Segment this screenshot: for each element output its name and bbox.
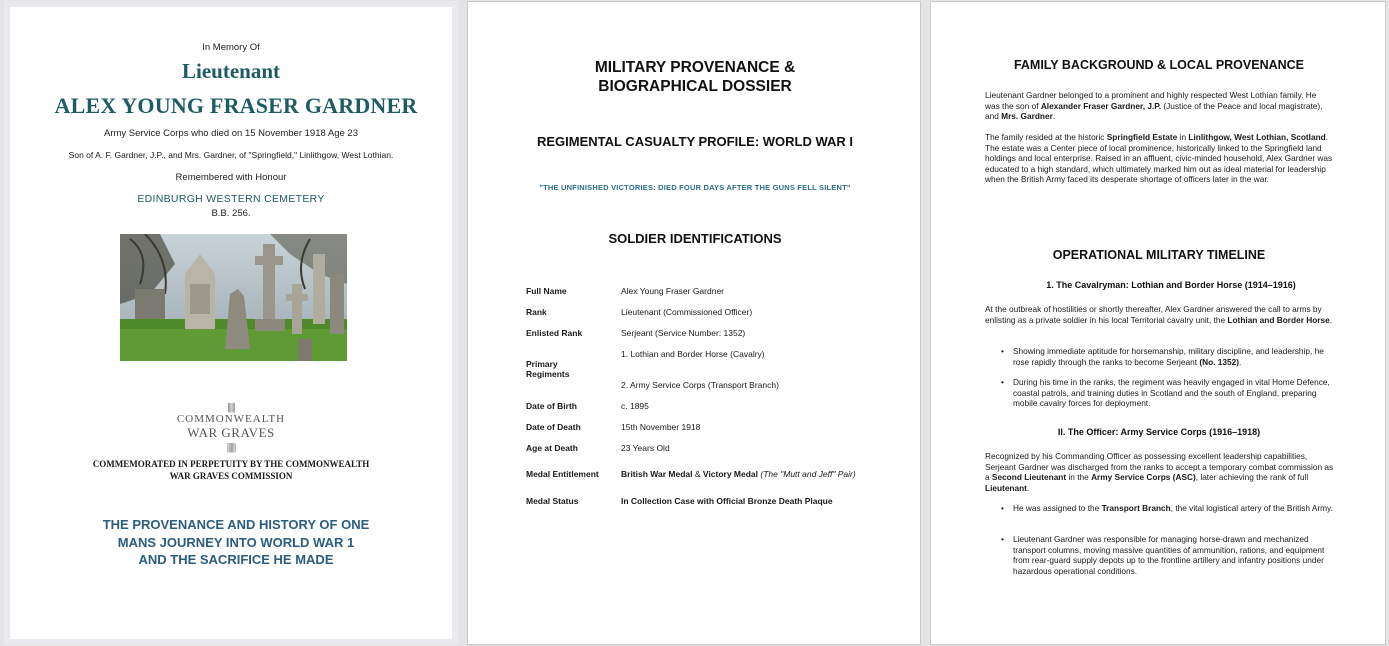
table-row (526, 280, 876, 301)
dossier-title-line-2: BIOGRAPHICAL DOSSIER (598, 78, 792, 95)
table-row (526, 343, 876, 395)
family-paragraph-1 (985, 90, 1333, 122)
soldier-rank: Lieutenant (181, 59, 280, 83)
text-run: . (1329, 314, 1333, 325)
memorial-page (4, 1, 458, 645)
logo-bars-top: |||||| (227, 401, 235, 413)
medal-amp: & (692, 469, 703, 479)
row-value (621, 343, 876, 395)
cavalry-unit: Lothian and Border Horse (1227, 314, 1330, 325)
table-row (526, 322, 876, 343)
text-run: Showing immediate aptitude for horsemanship, military discipline, and leadership, he rose rapidly through the ranks to become Serjeant (1013, 346, 1324, 367)
father-name: Alexander Fraser Gardner, J.P. (1040, 100, 1162, 111)
dossier-quote: "THE UNFINISHED VICTORIES: DIED FOUR DAYS AFTER THE GUNS FELL SILENT" (539, 183, 851, 192)
row-label: Date of Death (526, 421, 581, 432)
dossier-title (468, 58, 921, 96)
row-label: Medal Status (526, 495, 579, 506)
row-label-line-2: Regiments (526, 369, 570, 379)
parents-line: Son of A. F. Gardner, J.P., and Mrs. Gardner, of "Springfield," Linlithgow, West Lothian. (68, 150, 394, 160)
text-run: (Justice of the Peace and local magistrate), and (985, 100, 1323, 121)
row-value: c. 1895 (621, 400, 649, 411)
row-value: 23 Years Old (621, 442, 670, 453)
mother-name: Mrs. Gardner (1001, 111, 1053, 121)
text-run: . (1026, 482, 1030, 493)
row-label: Date of Birth (526, 400, 577, 411)
table-row (526, 301, 876, 322)
text-run: . The estate was a Center piece of local prominence, historically linked to the Springfield land holdings and local enterprise. Raised in an affluent, civic-minded household, Alex Gardner was educated to a high standard, which ultimately marked him out as ideal material for leadership when the British Army faced its desperate shortage of officers later in the war. (985, 132, 1333, 184)
text-run: in (1177, 132, 1189, 142)
text-run: , the vital logistical artery of the British Army. (1170, 503, 1333, 513)
medal-bwm: British War Medal (621, 469, 693, 479)
officer-bullet-1 (985, 503, 1335, 514)
table-row (526, 458, 876, 490)
estate-location: Linlithgow, West Lothian, Scotland (1188, 132, 1326, 142)
row-value: Lieutenant (Commissioned Officer) (621, 306, 753, 317)
text-run: in the (1066, 472, 1092, 482)
cavalry-paragraph (985, 304, 1335, 325)
commemoration-text (10, 458, 452, 482)
tagline-line-1: THE PROVENANCE AND HISTORY OF ONE (102, 517, 370, 532)
table-row (526, 437, 876, 458)
row-label-line-1: Primary (526, 359, 558, 369)
casualty-profile-heading: REGIMENTAL CASUALTY PROFILE: WORLD WAR I (536, 134, 854, 149)
medal-victory: Victory Medal (702, 469, 759, 479)
text-run: , later achieving the rank of full (1195, 472, 1309, 482)
text-run: Recognized by his Commanding Officer as possessing excellent leadership capabilities, Serjeant Gardner was discharged from the ranks to accept a temporary combat commission as a (985, 451, 1334, 482)
logo-word-war-graves: WAR GRAVES (187, 425, 275, 440)
family-paragraph-2 (985, 132, 1333, 185)
logo-word-commonwealth: COMMONWEALTH (176, 413, 286, 425)
cwgc-logo (10, 401, 452, 453)
table-row (526, 416, 876, 437)
commission-rank: Second Lieutenant (991, 472, 1067, 482)
text-run: . (1052, 111, 1056, 121)
text-run: Lieutenant Gardner belonged to a prominent and highly respected West Lothian family. He was the son of (985, 90, 1317, 111)
text-run: The family resided at the historic (985, 132, 1107, 142)
logo-bars-bottom: ||||||| (226, 441, 236, 453)
provenance-tagline (10, 516, 458, 569)
in-memory-text: In Memory Of (202, 42, 260, 53)
officer-paragraph (985, 451, 1335, 493)
text-run: He was assigned to the (1013, 503, 1102, 513)
officer-section-heading: II. The Officer: Army Service Corps (1916–1918) (1057, 427, 1261, 437)
row-label: Rank (526, 306, 547, 317)
corps-name: Army Service Corps (ASC) (1091, 472, 1196, 482)
final-rank: Lieutenant (985, 482, 1027, 493)
remembered-text: Remembered with Honour (175, 172, 287, 183)
row-value: Alex Young Fraser Gardner (621, 285, 725, 296)
family-heading: FAMILY BACKGROUND & LOCAL PROVENANCE (1013, 58, 1305, 72)
row-label: Medal Entitlement (526, 469, 599, 479)
regiment-2: 2. Army Service Corps (Transport Branch) (621, 379, 779, 390)
cavalry-section-heading: 1. The Cavalryman: Lothian and Border Horse (1914–1916) (1046, 280, 1296, 290)
unit-death-line: Army Service Corps who died on 15 November 1918 Age 23 (104, 128, 358, 139)
commemoration-line-1: COMMEMORATED IN PERPETUITY BY THE COMMONWEALTH (92, 459, 370, 469)
cavalry-bullet-1 (985, 346, 1335, 367)
background-timeline-page (930, 1, 1386, 645)
soldier-name: ALEX YOUNG FRASER GARDNER (54, 93, 418, 118)
row-label: Age at Death (526, 442, 578, 453)
timeline-heading: OPERATIONAL MILITARY TIMELINE (1052, 248, 1266, 262)
identifications-heading: SOLDIER IDENTIFICATIONS (608, 231, 782, 246)
cavalry-bullet-2: • During his time in the ranks, the regiment was heavily engaged in vital Home Defence, coastal patrols, and training duties in Scotland and the south of England, preparing mobile cavalry forces for deployment. (985, 377, 1335, 409)
officer-bullet-2: • Lieutenant Gardner was responsible for managing horse-drawn and mechanized transport columns, moving massive quantities of ammunition, rations, and equipment from rear-guard supply depots up to the frontline artillery and infantry positions under hazardous operational conditions. (985, 534, 1335, 576)
row-value: Serjeant (Service Number: 1352) (621, 327, 746, 338)
row-value (621, 458, 876, 490)
regiment-1: 1. Lothian and Border Horse (Cavalry) (621, 348, 765, 359)
row-label (526, 343, 621, 395)
branch-name: Transport Branch (1101, 503, 1171, 513)
tagline-line-3: AND THE SACRIFICE HE MADE (138, 552, 334, 567)
grave-plot: B.B. 256. (211, 208, 251, 219)
cemetery-name: EDINBURGH WESTERN CEMETERY (137, 193, 325, 205)
table-row (526, 490, 876, 511)
dossier-title-line-1: MILITARY PROVENANCE & (594, 59, 796, 76)
estate-name: Springfield Estate (1106, 132, 1178, 142)
cemetery-photo-graphic (120, 234, 347, 361)
commemoration-line-2: WAR GRAVES COMMISSION (169, 471, 293, 481)
row-label: Full Name (526, 285, 567, 296)
dossier-page (467, 1, 921, 645)
row-value: In Collection Case with Official Bronze Death Plaque (621, 495, 833, 506)
row-label: Enlisted Rank (526, 327, 583, 338)
row-value: 15th November 1918 (621, 421, 701, 432)
cemetery-photo (120, 234, 347, 361)
service-number: (No. 1352) (1199, 356, 1239, 367)
tagline-line-2: MANS JOURNEY INTO WORLD WAR 1 (117, 534, 355, 550)
identifications-table (526, 280, 876, 511)
table-row (526, 395, 876, 416)
text-run: At the outbreak of hostilities or shortly thereafter, Alex Gardner answered the call to arms by enlisting as a private soldier in his local Territorial cavalry unit, the (985, 304, 1322, 325)
text-run: . (1238, 356, 1242, 367)
medal-pair-note: (The "Mutt and Jeff" Pair) (758, 469, 856, 479)
